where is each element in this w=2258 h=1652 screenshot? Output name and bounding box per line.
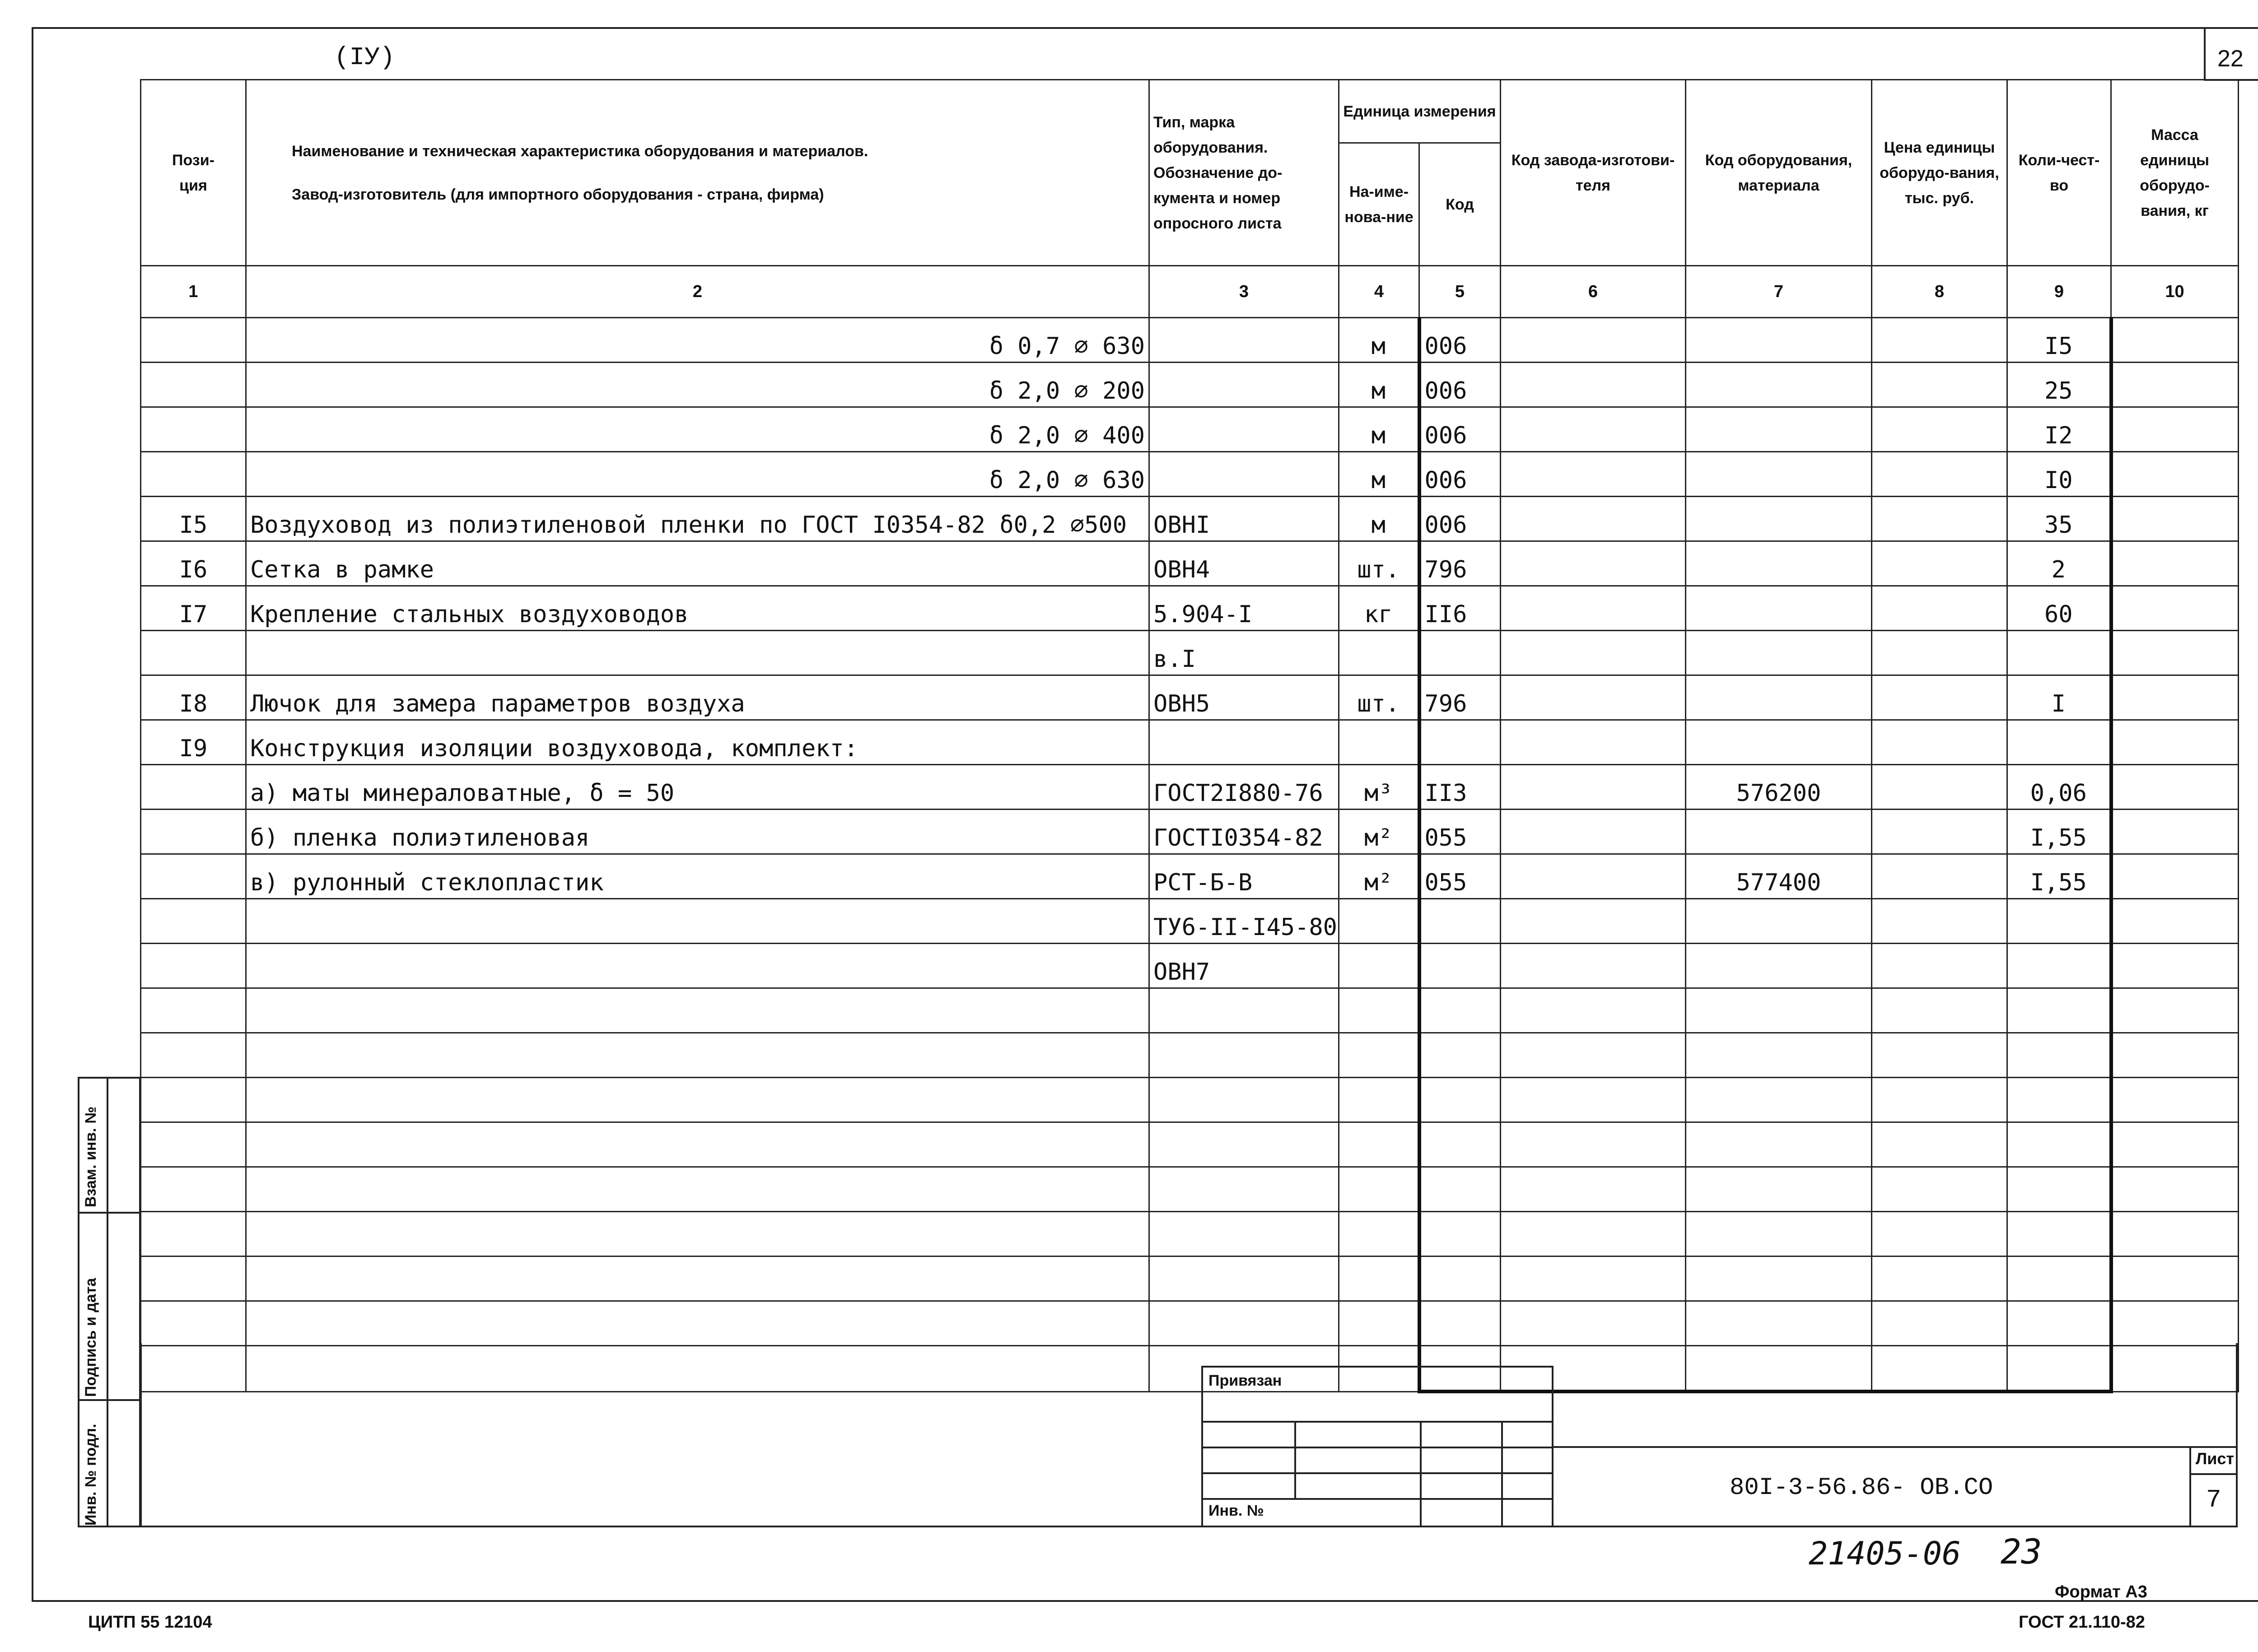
cell-mass: [2111, 586, 2239, 631]
cell-position: [141, 1033, 246, 1078]
cell-position: [141, 363, 246, 407]
cell-equipment-code: [1686, 631, 1872, 675]
stamp-original-inventory: Инв. № подл.: [82, 1424, 99, 1526]
column-numbers-row: [141, 266, 2239, 318]
table-row: [141, 541, 2239, 586]
cell-unit-code: 006: [1419, 452, 1501, 497]
table-row: [141, 810, 2239, 854]
cell-unit-code: [1419, 1167, 1501, 1212]
cell-unit: [1339, 1301, 1419, 1346]
binding-label: Привязан: [1208, 1372, 1282, 1389]
cell-mass: [2111, 1256, 2239, 1301]
cell-equipment-code: [1686, 988, 1872, 1033]
cell-unit-code: [1419, 988, 1501, 1033]
cell-position: [141, 988, 246, 1033]
cell-plant-code: [1501, 541, 1686, 586]
footer-left-code: ЦИТП 55 12104: [88, 1613, 212, 1632]
cell-name: [246, 899, 1149, 944]
cell-type: [1149, 1301, 1339, 1346]
cell-price: [1872, 318, 2007, 363]
cell-unit: шт.: [1339, 541, 1419, 586]
cell-unit: шт.: [1339, 675, 1419, 720]
specification-body: [141, 318, 2239, 1392]
header-position: Пози- ция: [141, 80, 246, 266]
cell-type: ГОСТ2I880-76: [1149, 765, 1339, 810]
cell-plant-code: [1501, 1122, 1686, 1167]
cell-quantity: [2007, 899, 2111, 944]
cell-price: [1872, 765, 2007, 810]
cell-unit: [1339, 1122, 1419, 1167]
side-stamp: [78, 1077, 141, 1527]
cell-unit-code: 006: [1419, 497, 1501, 541]
cell-price: [1872, 363, 2007, 407]
cell-position: [141, 1122, 246, 1167]
cell-position: [141, 1256, 246, 1301]
cell-position: [141, 944, 246, 988]
cell-plant-code: [1501, 1301, 1686, 1346]
cell-mass: [2111, 407, 2239, 452]
cell-type: OBHI: [1149, 497, 1339, 541]
cell-price: [1872, 1256, 2007, 1301]
cell-quantity: [2007, 720, 2111, 765]
cell-unit: м: [1339, 452, 1419, 497]
cell-equipment-code: 576200: [1686, 765, 1872, 810]
table-row: [141, 720, 2239, 765]
cell-position: [141, 899, 246, 944]
column-number: 4: [1339, 266, 1419, 318]
header-name: Наименование и техническая характеристика оборудования и материалов. Завод-изготовитель (для импортного оборудования - страна, фирма): [246, 80, 1149, 266]
cell-position: [141, 1167, 246, 1212]
cell-price: [1872, 1167, 2007, 1212]
cell-unit-code: 006: [1419, 363, 1501, 407]
cell-unit: [1339, 1167, 1419, 1212]
cell-plant-code: [1501, 899, 1686, 944]
footer-standard: ГОСТ 21.110-82: [2019, 1613, 2145, 1632]
cell-equipment-code: [1686, 810, 1872, 854]
cell-unit: [1339, 899, 1419, 944]
cell-unit-code: [1419, 720, 1501, 765]
cell-plant-code: [1501, 988, 1686, 1033]
cell-price: [1872, 944, 2007, 988]
specification-table: [140, 79, 2239, 1393]
cell-unit: кг: [1339, 586, 1419, 631]
cell-mass: [2111, 854, 2239, 899]
cell-mass: [2111, 988, 2239, 1033]
cell-position: [141, 452, 246, 497]
table-row: [141, 1301, 2239, 1346]
cell-equipment-code: 577400: [1686, 854, 1872, 899]
cell-name: Воздуховод из полиэтиленовой пленки по ГОСТ I0354-82 δ0,2 ∅500: [246, 497, 1149, 541]
cell-position: I5: [141, 497, 246, 541]
cell-price: [1872, 631, 2007, 675]
cell-mass: [2111, 1078, 2239, 1122]
inventory-label: Инв. №: [1208, 1502, 1264, 1519]
cell-unit: [1339, 720, 1419, 765]
cell-price: [1872, 1033, 2007, 1078]
section-label: (IУ): [334, 43, 395, 72]
cell-name: [246, 1167, 1149, 1212]
cell-name: Лючок для замера параметров воздуха: [246, 675, 1149, 720]
cell-price: [1872, 1212, 2007, 1256]
cell-quantity: I: [2007, 675, 2111, 720]
cell-price: [1872, 854, 2007, 899]
cell-type: [1149, 318, 1339, 363]
table-row: [141, 944, 2239, 988]
cell-type: 5.904-I: [1149, 586, 1339, 631]
cell-type: РСТ-Б-В: [1149, 854, 1339, 899]
cell-price: [1872, 899, 2007, 944]
header-plant-code: Код завода-изготови-теля: [1501, 80, 1686, 266]
cell-unit-code: II6: [1419, 586, 1501, 631]
cell-plant-code: [1501, 363, 1686, 407]
cell-price: [1872, 1301, 2007, 1346]
cell-name: Конструкция изоляции воздуховода, комплект:: [246, 720, 1149, 765]
cell-unit-code: 055: [1419, 810, 1501, 854]
cell-price: [1872, 988, 2007, 1033]
cell-equipment-code: [1686, 675, 1872, 720]
column-number: 2: [246, 266, 1149, 318]
cell-quantity: 2: [2007, 541, 2111, 586]
cell-type: [1149, 363, 1339, 407]
cell-plant-code: [1501, 810, 1686, 854]
cell-unit-code: [1419, 899, 1501, 944]
handwritten-code: 21405-06: [1809, 1535, 1961, 1572]
cell-equipment-code: [1686, 318, 1872, 363]
cell-quantity: [2007, 1256, 2111, 1301]
cell-quantity: [2007, 1033, 2111, 1078]
document-designation: 80I-3-56.86- OB.CO: [1730, 1474, 1993, 1502]
cell-quantity: [2007, 1078, 2111, 1122]
cell-equipment-code: [1686, 944, 1872, 988]
cell-unit: [1339, 1078, 1419, 1122]
cell-price: [1872, 541, 2007, 586]
cell-unit-code: 006: [1419, 318, 1501, 363]
column-number: 9: [2007, 266, 2111, 318]
cell-plant-code: [1501, 854, 1686, 899]
table-row: [141, 363, 2239, 407]
cell-plant-code: [1501, 1033, 1686, 1078]
table-row: [141, 318, 2239, 363]
cell-type: [1149, 452, 1339, 497]
cell-quantity: [2007, 631, 2111, 675]
table-row: [141, 675, 2239, 720]
header-mass: Масса единицы оборудо-вания, кг: [2111, 80, 2239, 266]
cell-plant-code: [1501, 318, 1686, 363]
cell-unit-code: [1419, 1033, 1501, 1078]
cell-plant-code: [1501, 1078, 1686, 1122]
cell-unit: м: [1339, 318, 1419, 363]
cell-type: ТУ6-II-I45-80: [1149, 899, 1339, 944]
cell-equipment-code: [1686, 1167, 1872, 1212]
cell-unit-code: [1419, 1122, 1501, 1167]
cell-price: [1872, 586, 2007, 631]
cell-name: в) рулонный стеклопластик: [246, 854, 1149, 899]
column-number: 5: [1419, 266, 1501, 318]
cell-mass: [2111, 363, 2239, 407]
cell-unit: [1339, 944, 1419, 988]
table-row: [141, 899, 2239, 944]
cell-quantity: I0: [2007, 452, 2111, 497]
cell-unit-code: [1419, 944, 1501, 988]
cell-plant-code: [1501, 497, 1686, 541]
cell-name: б) пленка полиэтиленовая: [246, 810, 1149, 854]
cell-mass: [2111, 765, 2239, 810]
cell-name: а) маты минераловатные, δ = 50: [246, 765, 1149, 810]
cell-position: [141, 810, 246, 854]
binding-box: [1201, 1366, 1554, 1527]
cell-unit: [1339, 1212, 1419, 1256]
cell-position: [141, 1301, 246, 1346]
cell-mass: [2111, 497, 2239, 541]
cell-equipment-code: [1686, 1122, 1872, 1167]
cell-mass: [2111, 318, 2239, 363]
cell-position: [141, 854, 246, 899]
cell-price: [1872, 1122, 2007, 1167]
cell-type: OBH4: [1149, 541, 1339, 586]
cell-equipment-code: [1686, 497, 1872, 541]
cell-price: [1872, 720, 2007, 765]
cell-position: I8: [141, 675, 246, 720]
cell-unit: м: [1339, 363, 1419, 407]
sheet-number: 7: [2206, 1485, 2221, 1514]
cell-name: [246, 944, 1149, 988]
cell-quantity: I5: [2007, 318, 2111, 363]
cell-price: [1872, 452, 2007, 497]
cell-unit: [1339, 631, 1419, 675]
cell-plant-code: [1501, 1256, 1686, 1301]
cell-price: [1872, 497, 2007, 541]
cell-name: [246, 1033, 1149, 1078]
cell-quantity: 60: [2007, 586, 2111, 631]
cell-unit-code: [1419, 1256, 1501, 1301]
cell-name: [246, 1122, 1149, 1167]
header-unit-code: Код: [1419, 143, 1501, 266]
cell-type: OBH7: [1149, 944, 1339, 988]
table-row: [141, 988, 2239, 1033]
cell-mass: [2111, 1167, 2239, 1212]
cell-quantity: [2007, 1167, 2111, 1212]
cell-quantity: [2007, 944, 2111, 988]
cell-position: I9: [141, 720, 246, 765]
cell-type: [1149, 1078, 1339, 1122]
cell-unit-code: [1419, 631, 1501, 675]
cell-unit-code: 006: [1419, 407, 1501, 452]
cell-position: [141, 318, 246, 363]
cell-type: [1149, 1212, 1339, 1256]
cell-position: I6: [141, 541, 246, 586]
cell-name: [246, 1256, 1149, 1301]
cell-unit: [1339, 988, 1419, 1033]
cell-equipment-code: [1686, 899, 1872, 944]
cell-position: [141, 1078, 246, 1122]
column-number: 6: [1501, 266, 1686, 318]
cell-equipment-code: [1686, 363, 1872, 407]
cell-type: [1149, 720, 1339, 765]
cell-name: [246, 631, 1149, 675]
table-row: [141, 407, 2239, 452]
cell-quantity: [2007, 1212, 2111, 1256]
cell-unit-code: 796: [1419, 541, 1501, 586]
cell-quantity: [2007, 1301, 2111, 1346]
cell-price: [1872, 810, 2007, 854]
cell-plant-code: [1501, 675, 1686, 720]
sheet-corner-number: 22: [2217, 46, 2244, 72]
cell-unit: м: [1339, 407, 1419, 452]
cell-name: [246, 1078, 1149, 1122]
column-number: 8: [1872, 266, 2007, 318]
cell-mass: [2111, 1033, 2239, 1078]
cell-equipment-code: [1686, 1256, 1872, 1301]
table-row: [141, 586, 2239, 631]
cell-unit-code: [1419, 1212, 1501, 1256]
cell-type: [1149, 1033, 1339, 1078]
cell-equipment-code: [1686, 1033, 1872, 1078]
stamp-signature-date: Подпись и дата: [82, 1278, 99, 1397]
cell-type: [1149, 1122, 1339, 1167]
table-row: [141, 631, 2239, 675]
cell-plant-code: [1501, 944, 1686, 988]
cell-plant-code: [1501, 1212, 1686, 1256]
header-unit: Единица измерения: [1339, 80, 1501, 143]
cell-equipment-code: [1686, 1078, 1872, 1122]
cell-unit: м²: [1339, 810, 1419, 854]
cell-price: [1872, 407, 2007, 452]
cell-type: [1149, 988, 1339, 1033]
cell-equipment-code: [1686, 1212, 1872, 1256]
cell-unit: [1339, 1256, 1419, 1301]
table-row: [141, 1033, 2239, 1078]
cell-mass: [2111, 810, 2239, 854]
header-price: Цена единицы оборудо-вания, тыс. руб.: [1872, 80, 2007, 266]
cell-position: [141, 1212, 246, 1256]
cell-equipment-code: [1686, 586, 1872, 631]
header-quantity: Коли-чест-во: [2007, 80, 2111, 266]
cell-plant-code: [1501, 586, 1686, 631]
cell-equipment-code: [1686, 720, 1872, 765]
cell-plant-code: [1501, 631, 1686, 675]
cell-type: ГОСТI0354-82: [1149, 810, 1339, 854]
table-row: [141, 1256, 2239, 1301]
cell-position: [141, 407, 246, 452]
cell-type: [1149, 1167, 1339, 1212]
cell-mass: [2111, 631, 2239, 675]
cell-equipment-code: [1686, 1301, 1872, 1346]
handwritten-page: 23: [2001, 1531, 2042, 1572]
table-row: [141, 497, 2239, 541]
cell-unit: м³: [1339, 765, 1419, 810]
cell-name: [246, 988, 1149, 1033]
cell-mass: [2111, 1122, 2239, 1167]
cell-quantity: 0,06: [2007, 765, 2111, 810]
table-row: [141, 854, 2239, 899]
cell-mass: [2111, 944, 2239, 988]
format-label: Формат А3: [2055, 1582, 2147, 1601]
cell-price: [1872, 1078, 2007, 1122]
cell-name: δ 2,0 ∅ 630: [246, 452, 1149, 497]
cell-quantity: [2007, 988, 2111, 1033]
cell-equipment-code: [1686, 452, 1872, 497]
column-number: 1: [141, 266, 246, 318]
cell-name: δ 2,0 ∅ 400: [246, 407, 1149, 452]
cell-plant-code: [1501, 452, 1686, 497]
header-type: Тип, марка оборудования. Обозначение до-кумента и номер опросного листа: [1149, 80, 1339, 266]
cell-position: [141, 765, 246, 810]
table-row: [141, 1212, 2239, 1256]
cell-name: Сетка в рамке: [246, 541, 1149, 586]
cell-type: [1149, 407, 1339, 452]
table-row: [141, 452, 2239, 497]
cell-equipment-code: [1686, 541, 1872, 586]
cell-unit: [1339, 1033, 1419, 1078]
cell-mass: [2111, 899, 2239, 944]
column-number: 7: [1686, 266, 1872, 318]
cell-type: [1149, 1256, 1339, 1301]
header-unit-name: На-име-нова-ние: [1339, 143, 1419, 266]
cell-type: OBH5: [1149, 675, 1339, 720]
sheet-label: Лист: [2196, 1449, 2235, 1468]
cell-position: I7: [141, 586, 246, 631]
table-row: [141, 765, 2239, 810]
cell-position: [141, 631, 246, 675]
cell-mass: [2111, 675, 2239, 720]
cell-mass: [2111, 720, 2239, 765]
cell-quantity: 35: [2007, 497, 2111, 541]
cell-quantity: I,55: [2007, 854, 2111, 899]
cell-mass: [2111, 1301, 2239, 1346]
cell-type: в.I: [1149, 631, 1339, 675]
column-number: 3: [1149, 266, 1339, 318]
cell-mass: [2111, 541, 2239, 586]
cell-unit-code: 055: [1419, 854, 1501, 899]
table-row: [141, 1122, 2239, 1167]
cell-unit: м: [1339, 497, 1419, 541]
cell-mass: [2111, 452, 2239, 497]
cell-quantity: I2: [2007, 407, 2111, 452]
cell-price: [1872, 675, 2007, 720]
cell-name: [246, 1212, 1149, 1256]
cell-mass: [2111, 1212, 2239, 1256]
column-number: 10: [2111, 266, 2239, 318]
cell-unit-code: [1419, 1078, 1501, 1122]
cell-plant-code: [1501, 407, 1686, 452]
cell-equipment-code: [1686, 407, 1872, 452]
cell-name: [246, 1301, 1149, 1346]
cell-plant-code: [1501, 1167, 1686, 1212]
cell-quantity: I,55: [2007, 810, 2111, 854]
cell-plant-code: [1501, 720, 1686, 765]
cell-name: Крепление стальных воздуховодов: [246, 586, 1149, 631]
stamp-replacement-inventory: Взам. инв. №: [82, 1106, 99, 1207]
cell-unit-code: 796: [1419, 675, 1501, 720]
cell-unit: м²: [1339, 854, 1419, 899]
cell-name: δ 2,0 ∅ 200: [246, 363, 1149, 407]
cell-quantity: [2007, 1122, 2111, 1167]
cell-quantity: 25: [2007, 363, 2111, 407]
cell-unit-code: II3: [1419, 765, 1501, 810]
header-equipment-code: Код оборудования, материала: [1686, 80, 1872, 266]
cell-plant-code: [1501, 765, 1686, 810]
table-row: [141, 1078, 2239, 1122]
cell-unit-code: [1419, 1301, 1501, 1346]
cell-name: δ 0,7 ∅ 630: [246, 318, 1149, 363]
table-row: [141, 1167, 2239, 1212]
